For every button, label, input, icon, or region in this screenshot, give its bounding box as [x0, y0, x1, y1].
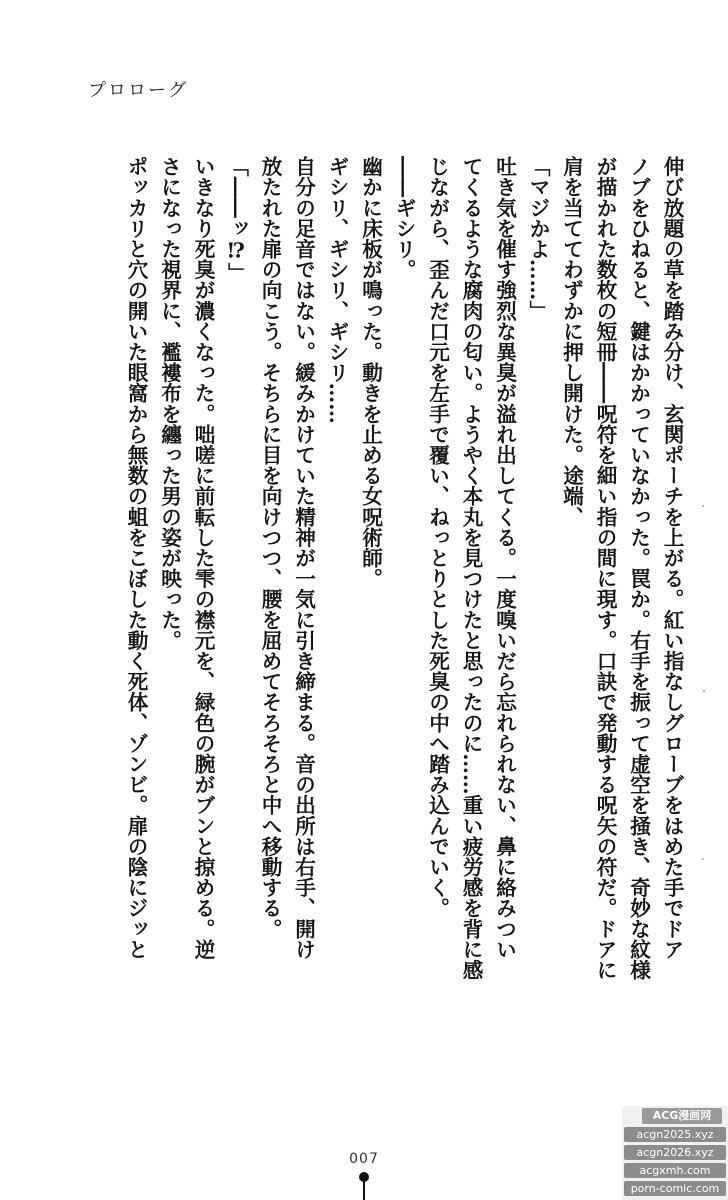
text-line: ――ギシリ。 — [392, 156, 416, 280]
text-line: じながら、歪んだ口元を左手で覆い、ねっとりとした死臭の中へ踏み込んでいく。 — [425, 156, 450, 919]
text-line: ポッカリと穴の開いた眼窩から無数の蛆をこぼした動く死体、ゾンビ。扉の陰にジッと — [124, 156, 148, 960]
body-text — [96, 156, 688, 1026]
site-watermark — [622, 1106, 728, 1200]
watermark-line: acgxmh.com — [624, 1163, 726, 1178]
text-line: いきなり死臭が濃くなった。咄嗟に前転した雫の襟元を、緑色の腕がブンと掠める。逆 — [191, 156, 215, 960]
watermark-line: acgn2025.xyz — [624, 1127, 726, 1142]
text-line: ノブをひねると、鍵はかかっていなかった。罠か。右手を振って虚空を掻き、奇妙な紋様 — [626, 156, 651, 980]
text-line: てくるような腐肉の匂い。ようやく本丸を見つけたと思ったのに……重い疲労感を背に感 — [459, 156, 483, 980]
text-line: 「マジかよ……」 — [526, 156, 550, 321]
page-number: 007 — [349, 1151, 379, 1167]
text-line: が描かれた数枚の短冊――呪符を細い指の間に現す。口訣で発動する呪矢の符だ。ドアに — [593, 156, 617, 980]
watermark-line: acgn2026.xyz — [624, 1145, 726, 1160]
scan-speck — [702, 505, 704, 507]
text-line: 肩を当ててわずかに押し開けた。途端、 — [559, 156, 584, 527]
watermark-line: porn-comic.com — [624, 1181, 726, 1196]
folio-stem — [363, 1180, 365, 1200]
text-line: ギシリ、ギシリ、ギシリ…… — [325, 156, 349, 424]
text-line: 幽かに床板が鳴った。動きを止める女呪術師。 — [358, 156, 383, 589]
watermark-title: ACG漫画网 — [642, 1108, 722, 1124]
text-line: さになった視界に、襤褸布を纏った男の姿が映った。 — [157, 156, 182, 651]
text-line: 自分の足音ではない。緩みかけていた精神が一気に引き締まる。音の出所は右手、開け — [291, 156, 316, 960]
text-line: 吐き気を催す強烈な異臭が溢れ出してくる。一度嗅いだら忘れられない、鼻に絡みつい — [492, 156, 517, 960]
folio-ornament-icon — [358, 1172, 370, 1200]
running-title: プロローグ — [88, 80, 188, 101]
text-line: 放たれた扉の向こう。そちらに目を向けつつ、腰を屈めてそろそろと中へ移動する。 — [258, 156, 282, 939]
text-line: 伸び放題の草を踏み分け、玄関ポーチを上がる。紅い指なしグローブをはめた手でドア — [660, 156, 684, 960]
scan-speck — [703, 690, 705, 692]
scan-speck — [702, 858, 704, 860]
text-line: 「――ッ⁉」 — [224, 156, 249, 283]
